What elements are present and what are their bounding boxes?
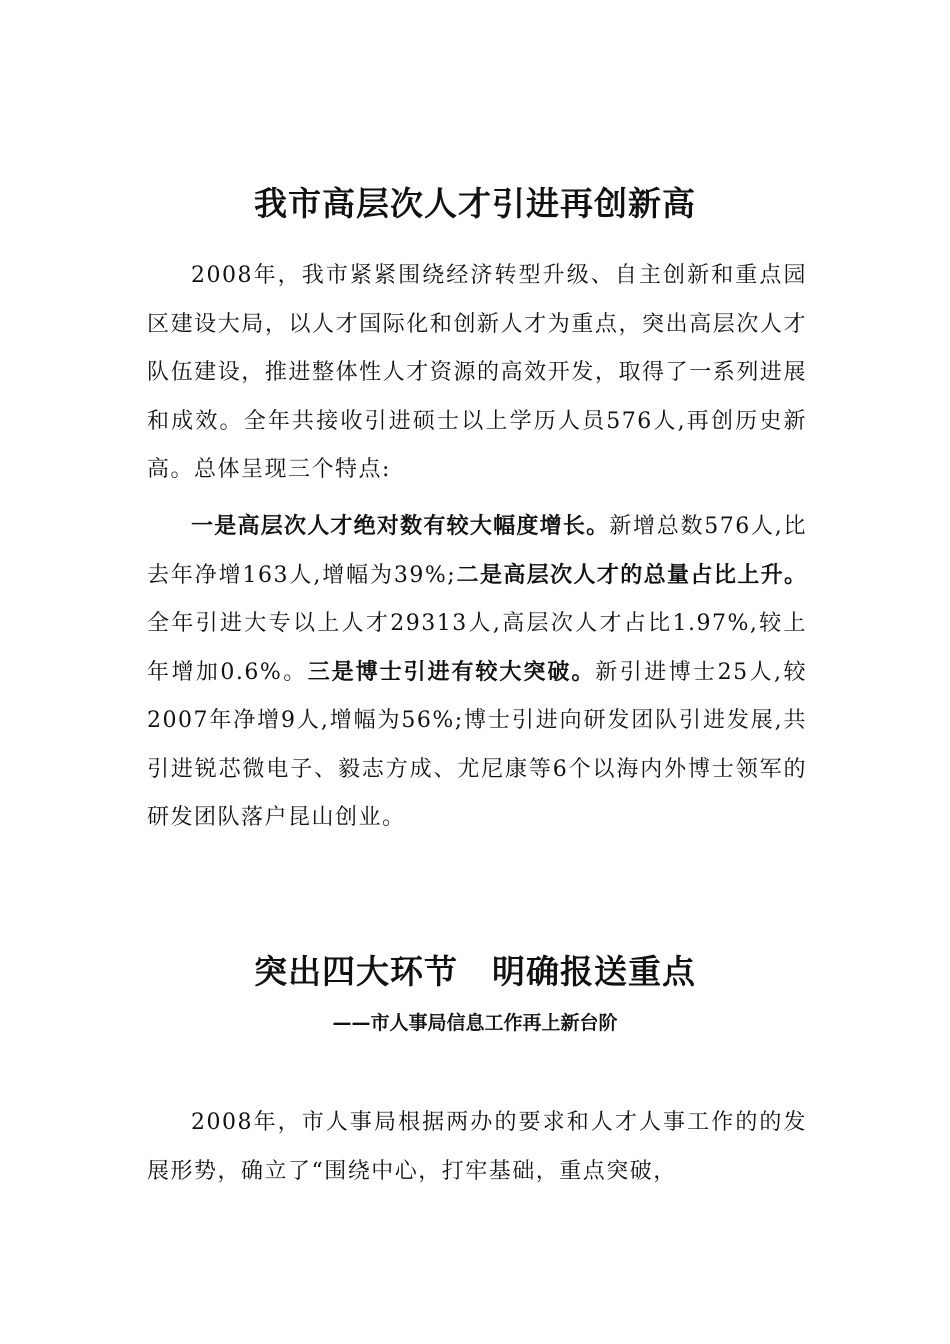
article-subtitle: ——市人事局信息工作再上新台阶 — [332, 1012, 618, 1034]
article-title-information-work: 突出四大环节 明确报送重点 — [254, 952, 696, 991]
article1-paragraph-intro: 2008年，我市紧紧围绕经济转型升级、自主创新和重点园区建设大局，以人才国际化和创新人才为重点，突出高层次人才队伍建设，推进整体性人才资源的高效开发，取得了一系列进展和成效。全年共接收引进硕士以上学历人员576人,再创历史新高。总体呈现三个特点: — [147, 263, 807, 482]
article2-paragraph-intro: 2008年，市人事局根据两办的要求和人才人事工作的的发展形势，确立了“围绕中心，打牢基础，重点突破， — [147, 1110, 807, 1184]
feature-two-text: 全年引进大专以上人才29313人,高层次人才占比1.97%,较上年增加0.6%。 — [147, 611, 807, 685]
feature-one-text: 新增总数576人,比去年净增163人,增幅为39%; — [147, 514, 807, 588]
article-title-talent-introduction: 我市高层次人才引进再创新高 — [254, 184, 696, 223]
feature-one-heading: 一是高层次人才绝对数有较大幅度增长。 — [191, 514, 610, 539]
feature-three-text: 新引进博士25人,较2007年净增9人,增幅为56%;博士引进向研发团队引进发展,共引进锐芯微电子、毅志方成、尤尼康等6个以海内外博士领军的研发团队落户昆山创业。 — [147, 659, 807, 830]
feature-three-heading: 三是博士引进有较大突破。 — [307, 659, 596, 685]
feature-two-heading: 二是高层次人才的总量占比上升。 — [456, 562, 807, 588]
article1-paragraph-features — [147, 503, 807, 843]
